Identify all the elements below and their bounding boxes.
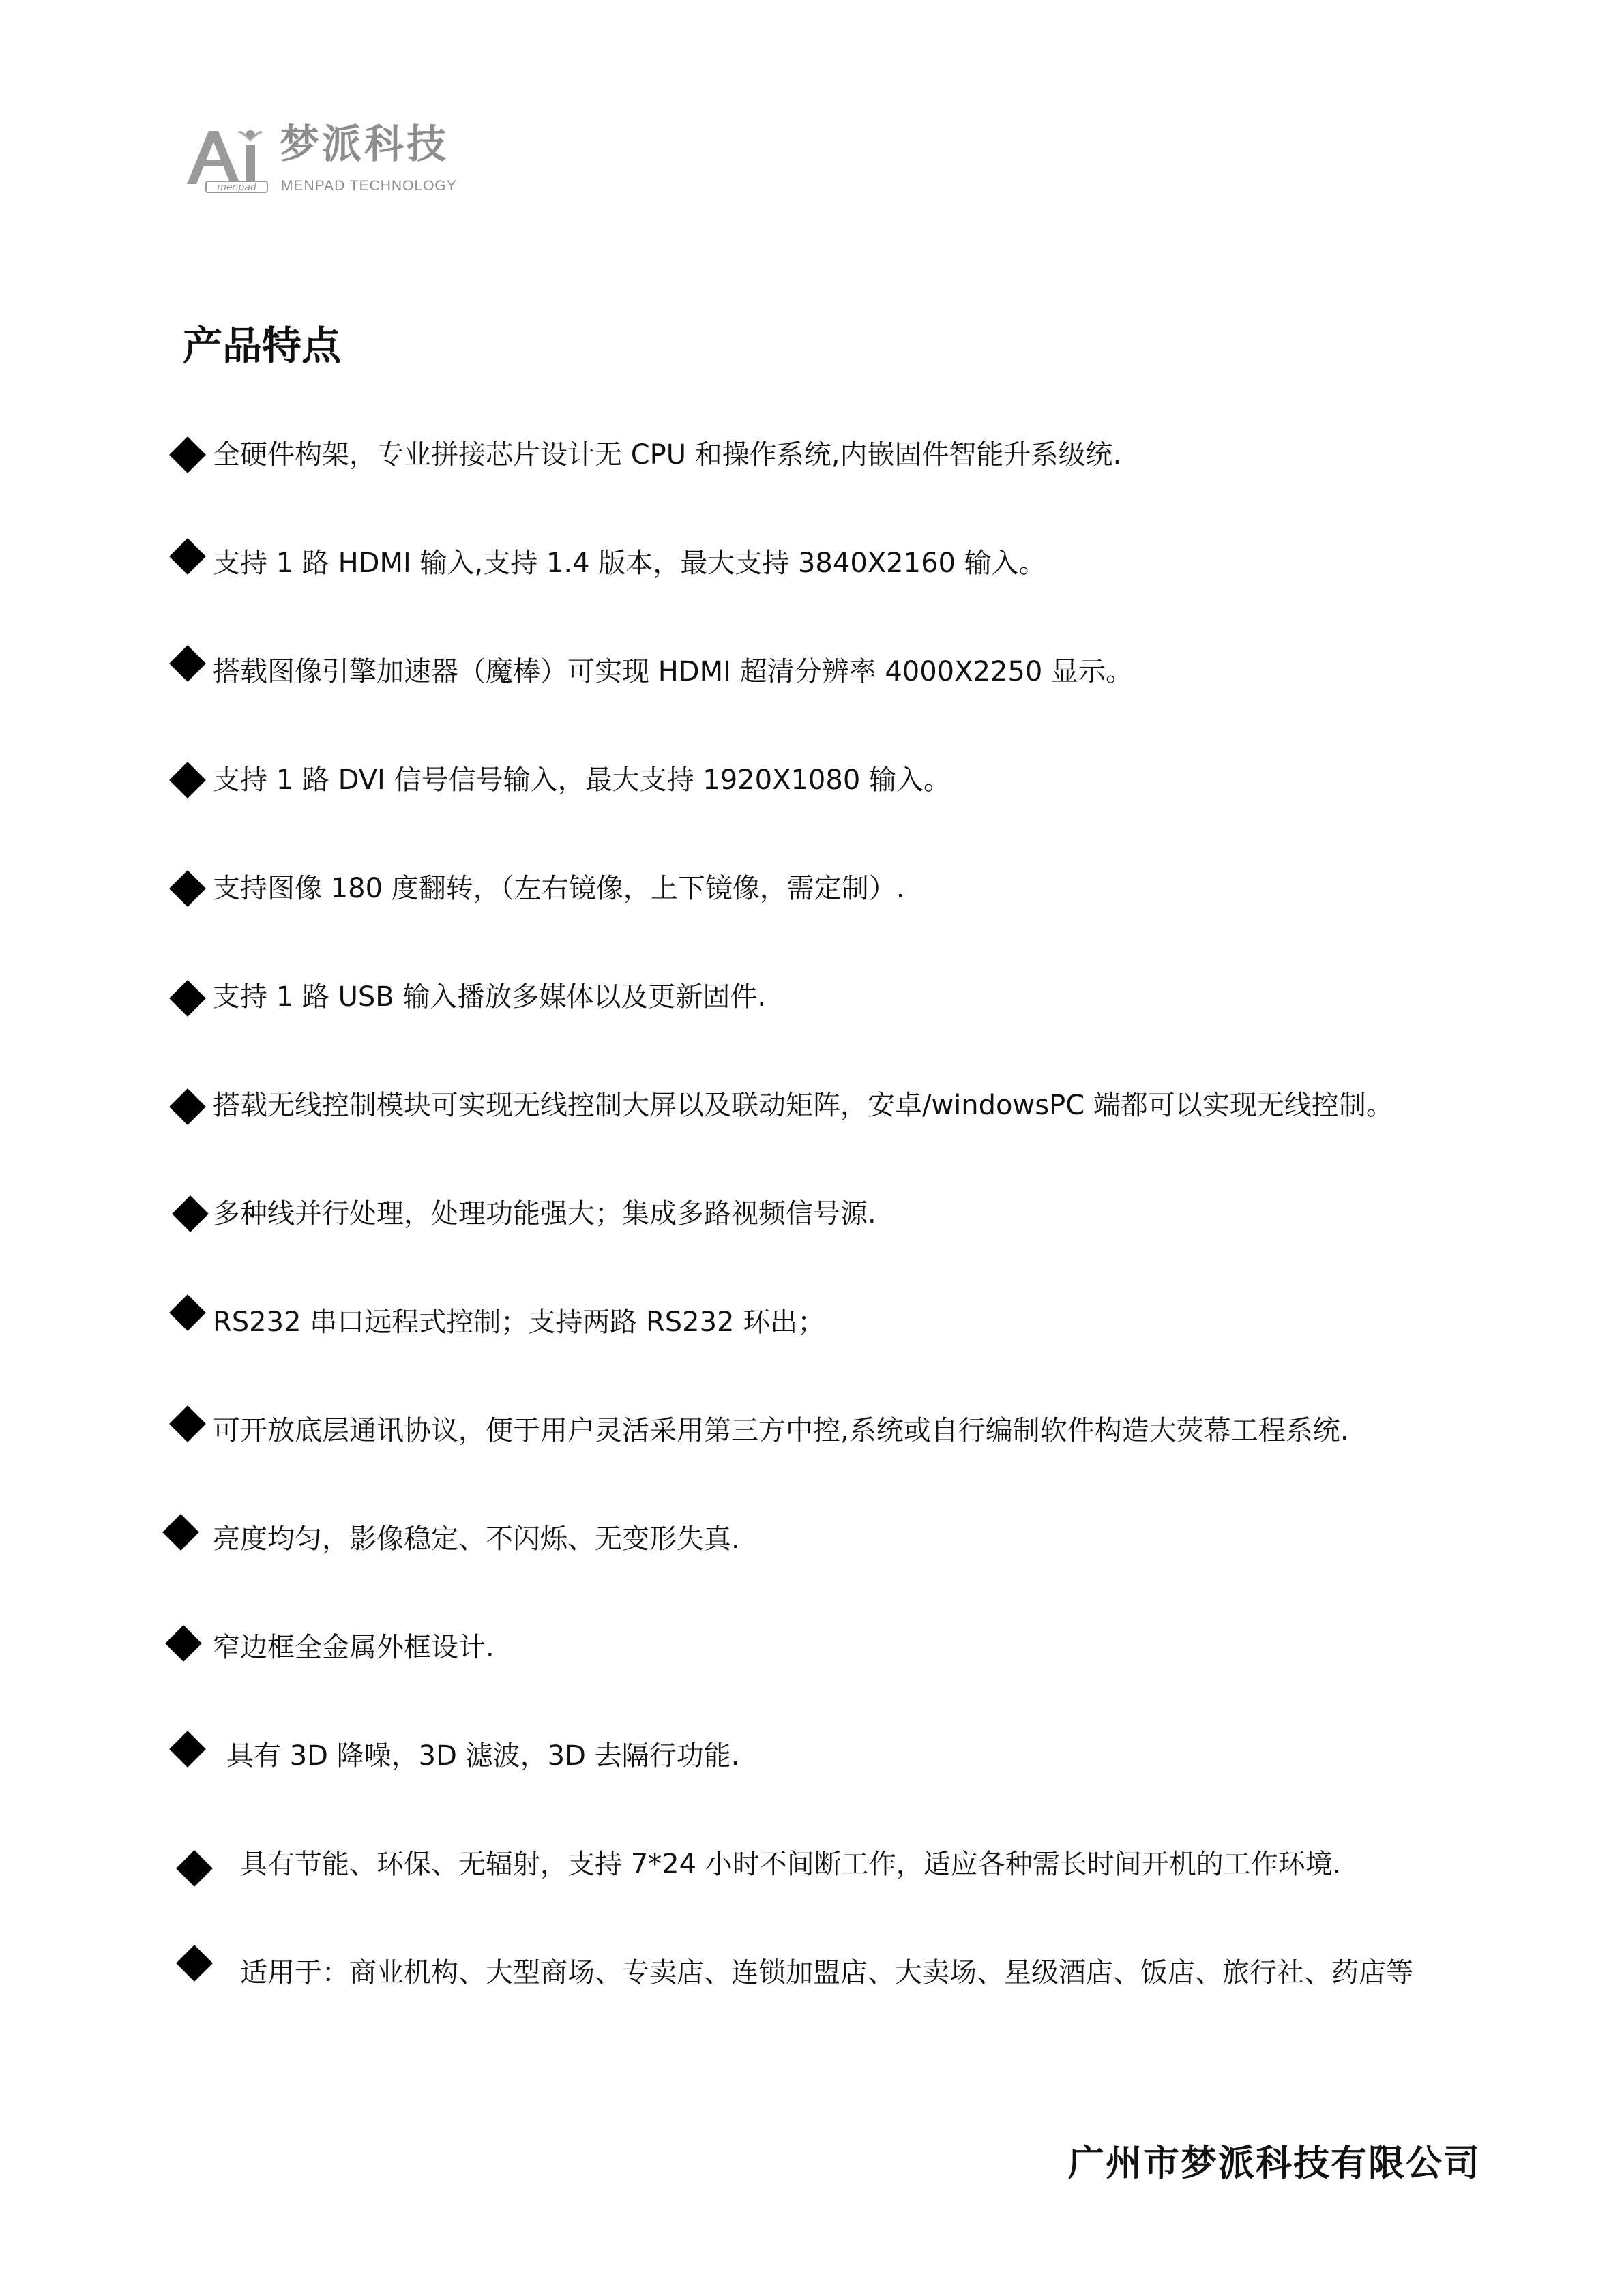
diamond-bullet-icon (169, 1405, 206, 1442)
diamond-bullet-icon (162, 1514, 199, 1551)
diamond-bullet-icon (169, 980, 206, 1017)
diamond-bullet-icon (169, 870, 206, 907)
diamond-bullet-icon (169, 645, 206, 682)
feature-text: 搭载图像引擎加速器（魔棒）可实现 HDMI 超清分辨率 4000X2250 显示。 (213, 656, 1134, 687)
company-name: 广州市梦派科技有限公司 (1068, 2142, 1481, 2184)
feature-text: 多种线并行处理，处理功能强大；集成多路视频信号源. (213, 1198, 876, 1229)
feature-text: 具有 3D 降噪，3D 滤波，3D 去隔行功能. (226, 1740, 740, 1772)
feature-text: RS232 串口远程式控制；支持两路 RS232 环出； (213, 1307, 825, 1338)
diamond-bullet-icon (169, 1294, 206, 1331)
feature-text: 窄边框全金属外框设计. (213, 1632, 494, 1663)
diamond-bullet-icon (165, 1625, 202, 1662)
company-logo (183, 121, 456, 196)
feature-text: 可开放底层通讯协议，便于用户灵活采用第三方中控,系统或自行编制软件构造大荧幕工程系统. (213, 1415, 1349, 1446)
diamond-bullet-icon (176, 1945, 213, 1982)
diamond-bullet-icon (172, 1195, 209, 1232)
feature-text: 支持图像 180 度翻转，（左右镜像，上下镜像，需定制）. (213, 873, 905, 904)
logo-mark-text: menpad (217, 182, 256, 193)
feature-text: 搭载无线控制模块可实现无线控制大屏以及联动矩阵，安卓/windowsPC 端都可以实现无线控制。 (213, 1090, 1393, 1121)
diamond-bullet-icon (176, 1850, 213, 1887)
feature-text: 适用于：商业机构、大型商场、专卖店、连锁加盟店、大卖场、星级酒店、饭店、旅行社、药店等 (240, 1957, 1413, 1988)
feature-text: 具有节能、环保、无辐射，支持 7*24 小时不间断工作，适应各种需长时间开机的工作环境. (240, 1849, 1342, 1880)
diamond-bullet-icon (169, 1731, 206, 1768)
diamond-bullet-icon (169, 762, 206, 799)
feature-text: 全硬件构架，专业拼接芯片设计无 CPU 和操作系统,内嵌固件智能升系级统. (213, 439, 1122, 471)
logo-brand-cn: 梦派科技 (280, 121, 449, 167)
menpad-logo-mark-icon (183, 121, 271, 196)
feature-text: 支持 1 路 DVI 信号信号输入，最大支持 1920X1080 输入。 (213, 764, 951, 796)
diamond-bullet-icon (169, 538, 206, 575)
feature-text: 支持 1 路 USB 输入播放多媒体以及更新固件. (213, 981, 767, 1013)
diamond-bullet-icon (169, 436, 206, 473)
section-title: 产品特点 (183, 323, 342, 369)
logo-brand-en: MENPAD TECHNOLOGY (281, 178, 457, 194)
feature-text: 亮度均匀，影像稳定、不闪烁、无变形失真. (213, 1523, 740, 1555)
diamond-bullet-icon (169, 1088, 206, 1125)
feature-text: 支持 1 路 HDMI 输入,支持 1.4 版本，最大支持 3840X2160 输入。 (213, 548, 1046, 579)
